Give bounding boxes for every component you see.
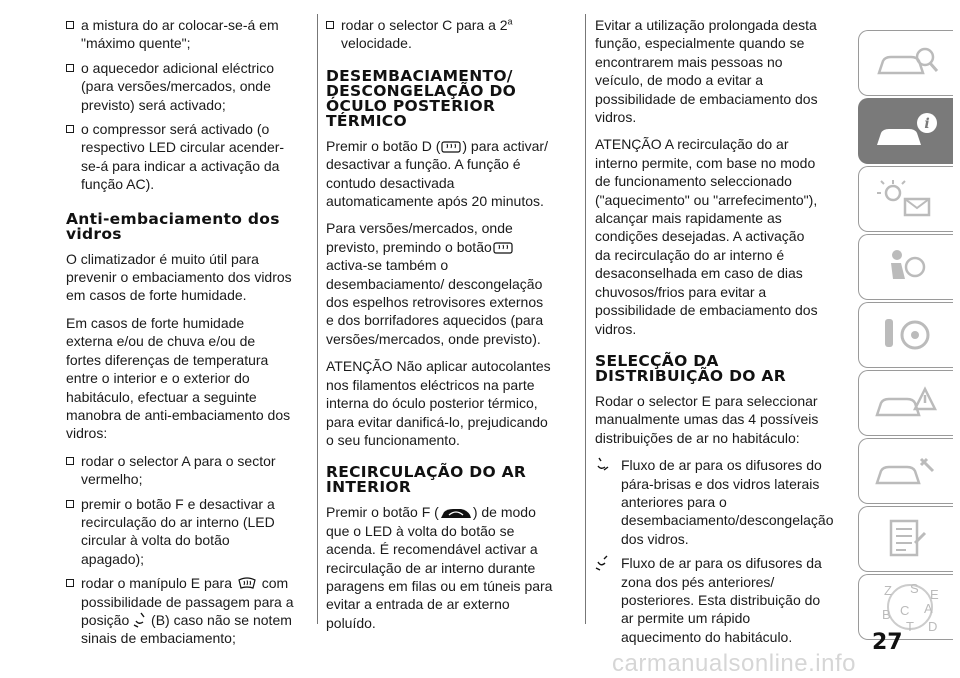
column-3 (595, 16, 834, 652)
checkbox-bullet-icon (66, 125, 74, 133)
index-letter: S (910, 581, 919, 596)
air-windscreen-feet-icon (595, 457, 609, 473)
list-item: o compressor será activado (o respectivo LED circular acender-se-á para indicar a activação da função AC). (66, 120, 294, 194)
rear-window-defrost-icon (440, 140, 462, 154)
checkbox-bullet-icon (66, 64, 74, 72)
paragraph: O climatizador é muito útil para prevenir o embaciamento dos vidros em casos de forte humidade. (66, 250, 292, 304)
paragraph: Em casos de forte humidade externa e/ou de chuva e/ou de fortes diferenças de temperatura entre o interior e o exterior do habitáculo, efectuar a seguinte manobra de anti-embaciamento dos vidros: (66, 314, 291, 442)
column-divider-1 (317, 14, 318, 624)
index-letter: E (930, 587, 939, 602)
heading-air-distribution: SELECÇÃO DA DISTRIBUIÇÃO DO AR (595, 351, 786, 385)
car-warning-icon (871, 381, 941, 425)
tab-airbag-seat[interactable] (858, 234, 953, 300)
paragraph: Premir o botão D ( ) para activar/ desactivar a função. A função é contudo desactivada automaticamente após 20 minutos. (326, 137, 548, 210)
index-letter: C (900, 603, 910, 618)
paragraph: ATENÇÃO A recirculação do ar interno permite, com base no modo de funcionamento seleccionado ("aquecimento" ou "arrefecimento"), alcançar mais rapidamente as condições desejadas. A activação da recirculação do ar interno é desaconselhada em caso de dias chuvosos/frios para evitar a possibilidade de embaciamento dos vidros. (595, 136, 818, 337)
airbag-seat-icon (871, 245, 941, 289)
index-letter: A (924, 601, 933, 616)
svg-text:i: i (924, 116, 930, 132)
heading-anti-fog: Anti-embaciamento dos vidros (66, 209, 280, 243)
list-item: premir o botão F e desactivar a recirculação do ar interno (LED circular à volta do botão apagado); (66, 495, 294, 569)
heading-rear-window-defrost: DESEMBACIAMENTO/ DESCONGELAÇÃO DO ÓCULO POSTERIOR TÉRMICO (326, 66, 517, 130)
checklist-icon (871, 517, 941, 561)
column-2 (326, 16, 554, 641)
page-number: 27 (872, 630, 903, 655)
list-item: Fluxo de ar para os difusores da zona dos pés anteriores/ posteriores. Esta distribuição do ar permite um rápido aquecimento do habitáculo. (595, 554, 823, 646)
paragraph: Evitar a utilização prolongada desta função, especialmente quando se encontrarem mais pessoas no veículo, de modo a evitar a possibilidade de embaciamento dos vidros. (595, 17, 818, 126)
checkbox-bullet-icon (66, 21, 74, 29)
tab-car-warning[interactable] (858, 370, 953, 436)
tab-car-info[interactable] (858, 98, 953, 164)
car-info-icon (871, 109, 941, 153)
list-item: rodar o selector A para o sector vermelho; (66, 452, 294, 489)
list-item: rodar o manípulo E para com possibilidade de passagem para a posição (B) caso não se notem sinais de embaciamento; (66, 574, 294, 648)
alphabet-index-icon (866, 579, 946, 635)
index-letter: Z (884, 583, 892, 598)
checkbox-bullet-icon (66, 500, 74, 508)
tab-lights-envelope[interactable] (858, 166, 953, 232)
tab-car-search[interactable] (858, 30, 953, 96)
tab-checklist[interactable] (858, 506, 953, 572)
list-item: o aquecedor adicional eléctrico (para versões/mercados, onde previsto) será activado; (66, 59, 294, 114)
checkbox-bullet-icon (66, 457, 74, 465)
watermark: carmanualsonline.info (612, 650, 856, 677)
column-1 (66, 16, 294, 654)
car-search-icon (871, 41, 941, 85)
air-feet-defrost-icon (133, 612, 147, 628)
list-item: a mistura do ar colocar-se-á em "máximo quente"; (66, 16, 294, 53)
lights-envelope-icon (871, 177, 941, 221)
heading-air-recirculation: RECIRCULAÇÃO DO AR INTERIOR (326, 463, 527, 497)
index-letter: B (882, 607, 891, 622)
car-maintenance-icon (871, 449, 941, 493)
paragraph: Premir o botão F ( ) de modo que o LED à volta do botão se acenda. É recomendável activar a recirculação de ar interno durante paragens em filas ou em túneis para evitar a entrada de ar externo poluído. (326, 504, 553, 631)
index-letter: T (906, 619, 914, 634)
paragraph: Para versões/mercados, onde previsto, premindo o botãoactiva-se também o desembaciamento/ descongelação dos espelhos retrovisores externos e dos borrifadores aquecidos (para versões/mercados, onde previsto). (326, 220, 544, 347)
checkbox-bullet-icon (66, 579, 74, 587)
windscreen-defrost-icon (236, 577, 258, 591)
list-item: rodar o selector C para a 2$^a$ velocidade. (326, 16, 554, 53)
index-letter: D (928, 619, 938, 634)
paragraph: ATENÇÃO Não aplicar autocolantes nos filamentos eléctricos na parte interna do óculo posterior térmico, para evitar danificá-lo, prejudicando o seu funcionamento. (326, 358, 551, 448)
car-recirculation-icon (439, 506, 473, 520)
tab-car-maintenance[interactable] (858, 438, 953, 504)
key-steering-icon (871, 313, 941, 357)
air-feet-icon (595, 555, 609, 571)
paragraph: Rodar o selector E para seleccionar manualmente umas das 4 possíveis distribuições de ar no habitáculo: (595, 392, 819, 446)
tab-key-steering[interactable] (858, 302, 953, 368)
rear-window-defrost-icon (492, 241, 514, 255)
list-item: Fluxo de ar para os difusores do pára-brisas e dos vidros laterais anteriores para o desembaciamento/descongelação dos vidros. (595, 456, 823, 548)
column-divider-2 (585, 14, 586, 624)
checkbox-bullet-icon (326, 21, 334, 29)
